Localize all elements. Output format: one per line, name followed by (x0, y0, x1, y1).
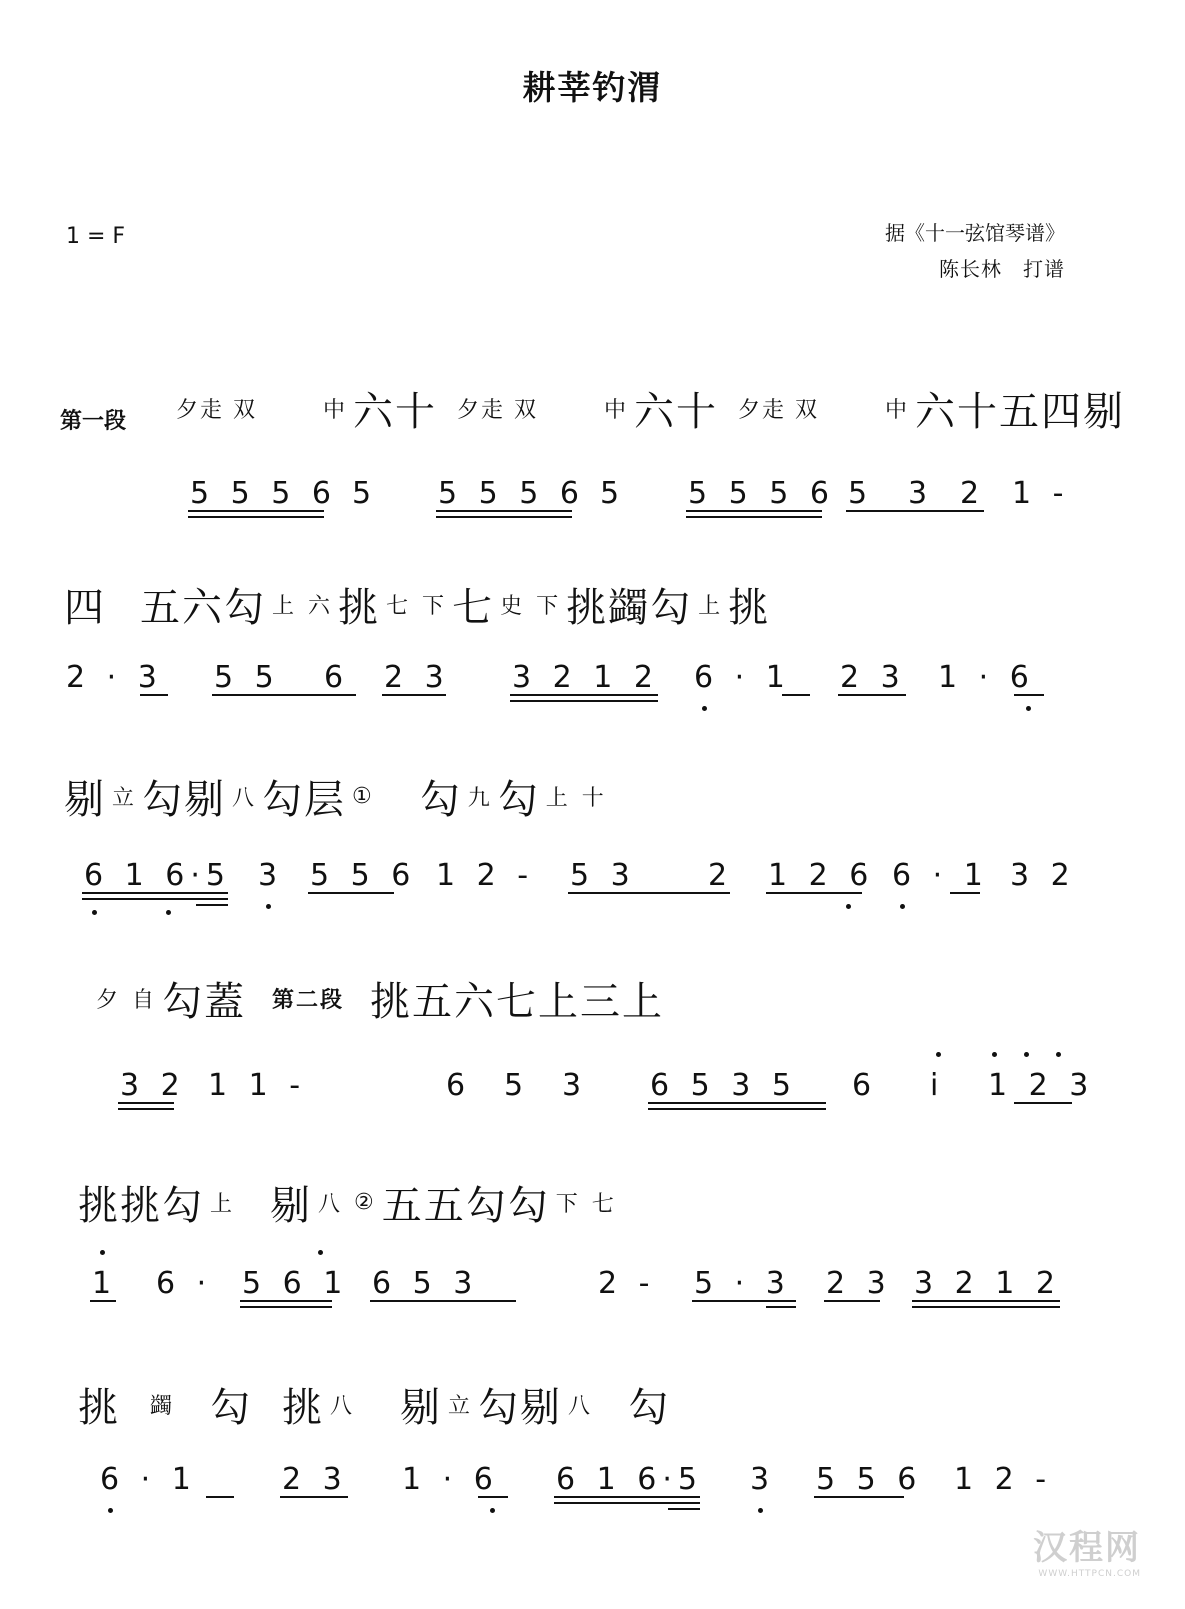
tab-glyph: 勾 (210, 1385, 253, 1431)
annotation-1: ① (352, 784, 374, 809)
tab-glyph: 勾 (419, 777, 462, 823)
underline (240, 1300, 332, 1302)
tablature-line-3 (0, 768, 1185, 825)
note-group: 2 3 (282, 1462, 348, 1497)
underline (846, 510, 984, 512)
tablature-line-6 (0, 1376, 1185, 1433)
underline (1014, 1102, 1072, 1104)
underline (554, 1502, 700, 1504)
underline (648, 1108, 826, 1110)
underline (280, 1496, 348, 1498)
watermark-name: 汉程网 (1033, 1528, 1141, 1568)
source-origin: 据《十一弦馆琴谱》 (885, 221, 1065, 245)
tab-glyph: 八 (568, 1394, 593, 1419)
note-group: 3 (562, 1068, 588, 1103)
underline (912, 1306, 1060, 1308)
tab-glyph: 挑 (338, 585, 381, 631)
octave-dot (758, 1508, 763, 1513)
underline (82, 898, 228, 900)
underline (212, 694, 356, 696)
tab-glyph: 剔 (184, 777, 227, 823)
octave-dot (1056, 1052, 1061, 1057)
underline (188, 510, 324, 512)
note-group: 6 (446, 1068, 472, 1103)
underline (686, 510, 822, 512)
note-group: 6 (324, 660, 350, 695)
note-group: 2 · 3 (66, 660, 163, 695)
tablature-line-1 (0, 380, 1185, 437)
note-group: 6 5 3 5 (650, 1068, 797, 1103)
octave-dot (166, 910, 171, 915)
octave-dot (1024, 1052, 1029, 1057)
tab-glyph: 下 (536, 594, 561, 619)
tab-glyph: 四 (64, 585, 106, 631)
note-group: i (930, 1068, 945, 1103)
tab-glyph: 挑 (566, 585, 609, 631)
tab-glyph: 史 (500, 594, 525, 619)
tab-glyph: 上 (210, 1192, 235, 1217)
note-group: 2 - (598, 1266, 656, 1301)
tab-glyph: 五 (412, 979, 455, 1025)
watermark-url: WWW.HTTPCN.COM (1038, 1569, 1141, 1579)
octave-dot (92, 910, 97, 915)
underline (478, 1496, 508, 1498)
underline (824, 1300, 880, 1302)
underline (568, 892, 730, 894)
note-group: 3 2 1 2 (914, 1266, 1061, 1301)
tablature-line-5 (0, 1174, 1185, 1231)
tab-glyph: 五 (140, 585, 182, 631)
tab-glyph: 三 (580, 979, 623, 1025)
notation-line-1 (0, 476, 1185, 536)
tab-glyph: 勾 (224, 585, 266, 631)
tab-glyph: 自 (132, 988, 157, 1013)
tab-glyph: 层 (304, 777, 347, 823)
note-group: 6 (852, 1068, 878, 1103)
tab-glyph: 中 (323, 398, 348, 423)
note-group: 2 (960, 476, 986, 511)
tab-glyph: 勾 (262, 777, 305, 823)
tab-glyph: 夕走 双 (738, 398, 820, 423)
watermark (1033, 1520, 1141, 1579)
note-group: 1 - (1012, 476, 1070, 511)
tab-glyph: 勾 (465, 1183, 508, 1229)
underline (308, 892, 394, 894)
note-group: 3 2 (1010, 858, 1076, 893)
tab-glyph: 六十 (634, 389, 719, 435)
note-group: 5 5 (214, 660, 280, 695)
page-title: 耕莘钓渭 (522, 68, 663, 107)
tab-glyph: 夕 (96, 988, 121, 1013)
tab-glyph: 剔 (270, 1183, 313, 1229)
underline (950, 892, 980, 894)
underline (648, 1102, 826, 1104)
tab-glyph: 上 (545, 786, 570, 811)
tab-glyph: 蓋 (204, 979, 247, 1025)
note-group: 6 · 1 (892, 858, 989, 893)
underline (196, 904, 228, 906)
underline (90, 1300, 116, 1302)
notation-line-3 (0, 858, 1185, 918)
tab-glyph: 上 (698, 594, 723, 619)
underline (692, 1300, 796, 1302)
tab-glyph: 六 (182, 585, 224, 631)
tab-glyph: 上 (538, 979, 581, 1025)
section-label-2: 第二段 (272, 988, 345, 1013)
tab-glyph: 挑 (282, 1385, 325, 1431)
tab-glyph: 剔 (520, 1385, 563, 1431)
note-group: 6 · (156, 1266, 213, 1301)
tab-glyph: 挑 (78, 1385, 120, 1431)
notation-line-4 (0, 1068, 1185, 1128)
tab-glyph: 挑 (120, 1183, 162, 1229)
octave-dot (490, 1508, 495, 1513)
octave-dot (992, 1052, 997, 1057)
tab-glyph: 中 (604, 398, 629, 423)
note-group: 6 · 1 (100, 1462, 197, 1497)
note-group: 2 (708, 858, 734, 893)
tab-glyph: 七 (591, 1192, 616, 1217)
tablature-line-2 (0, 576, 1185, 633)
notation-line-2 (0, 660, 1185, 720)
tab-glyph: 夕走 双 (457, 398, 539, 423)
underline (436, 510, 572, 512)
tab-glyph: 八 (318, 1192, 343, 1217)
note-group: 5 5 5 6 (688, 476, 835, 511)
notation-line-5 (0, 1266, 1185, 1326)
note-group: 1 1 - (208, 1068, 307, 1103)
tab-glyph: 剔 (400, 1385, 443, 1431)
note-group: 5 (504, 1068, 530, 1103)
note-group: 2 3 (840, 660, 906, 695)
octave-dot (846, 904, 851, 909)
underline (838, 694, 906, 696)
tab-glyph: 勾 (497, 777, 540, 823)
underline (554, 1496, 700, 1498)
tab-glyph: 挑 (370, 979, 413, 1025)
underline (206, 1496, 234, 1498)
tab-glyph: 中 (885, 398, 910, 423)
tab-glyph: 六十 (915, 389, 1000, 435)
underline (686, 516, 822, 518)
note-group: 5 3 (570, 858, 636, 893)
note-group: 5 6 1 (242, 1266, 349, 1301)
octave-dot (936, 1052, 941, 1057)
underline (814, 1496, 904, 1498)
tab-glyph: 五 (423, 1183, 466, 1229)
key-signature: 1 = F (66, 224, 126, 249)
octave-dot (108, 1508, 113, 1513)
note-group: 5 (600, 476, 626, 511)
note-group: 6 1 6·5 (556, 1462, 703, 1497)
underline (510, 700, 658, 702)
note-group: 2 3 (384, 660, 450, 695)
tab-glyph: 勾 (162, 979, 205, 1025)
tablature-line-4 (0, 970, 1185, 1027)
tab-glyph: 五 (381, 1183, 424, 1229)
tab-glyph: 挑 (78, 1183, 120, 1229)
note-group: 5 (352, 476, 378, 511)
tab-glyph: 四 (1041, 389, 1084, 435)
note-group: 5 5 6 (816, 1462, 923, 1497)
underline (766, 1306, 796, 1308)
note-group: 5 5 5 6 (190, 476, 337, 511)
tab-glyph: 立 (448, 1394, 473, 1419)
underline (436, 516, 572, 518)
underline (118, 1108, 174, 1110)
underline (188, 516, 324, 518)
underline (1014, 694, 1044, 696)
tab-glyph: 十 (581, 786, 606, 811)
tab-glyph: 勾 (628, 1385, 671, 1431)
underline (240, 1306, 332, 1308)
note-group: 6 5 3 (372, 1266, 479, 1301)
tab-glyph: 剔 (64, 777, 106, 823)
note-group: 2 3 (826, 1266, 892, 1301)
note-group: 5 5 5 6 (438, 476, 585, 511)
tab-glyph: 上 (272, 594, 297, 619)
note-group: 5 · 3 (694, 1266, 791, 1301)
octave-dot (1026, 706, 1031, 711)
note-group: 3 2 (120, 1068, 186, 1103)
tab-glyph: 剔 (1083, 389, 1126, 435)
underline (382, 694, 446, 696)
tab-glyph: 七 (496, 979, 539, 1025)
note-group: 6 · 1 (694, 660, 791, 695)
note-group: 1 2 6 (768, 858, 875, 893)
underline (140, 694, 168, 696)
tab-glyph: 八 (330, 1394, 355, 1419)
tab-glyph: 八 (232, 786, 257, 811)
octave-dot (318, 1250, 323, 1255)
annotation-2: ② (354, 1190, 376, 1215)
tab-glyph: 六十 (353, 389, 438, 435)
tab-glyph: 上 (622, 979, 665, 1025)
note-group: 1 · 6 (938, 660, 1035, 695)
tab-glyph: 挑 (728, 585, 771, 631)
source-transcriber: 陈长林 打谱 (939, 257, 1065, 281)
tab-glyph: 勾 (650, 585, 693, 631)
tab-glyph: 蠲 (608, 585, 651, 631)
underline (370, 1300, 516, 1302)
note-group: 5 5 6 (310, 858, 417, 893)
octave-dot (266, 904, 271, 909)
tab-glyph: 勾 (142, 777, 185, 823)
tab-glyph: 下 (555, 1192, 580, 1217)
note-group: 3 (908, 476, 934, 511)
underline (82, 892, 228, 894)
tab-glyph: 夕走 双 (176, 398, 257, 423)
underline (782, 694, 810, 696)
note-group: 3 (258, 858, 284, 893)
underline (912, 1300, 1060, 1302)
tab-glyph: 六 (454, 979, 497, 1025)
underline (668, 1508, 700, 1510)
tab-glyph: 立 (112, 786, 137, 811)
source-credit (885, 215, 1065, 287)
tab-glyph: 勾 (507, 1183, 550, 1229)
note-group: 1 2 - (954, 1462, 1053, 1497)
underline (766, 892, 862, 894)
note-group: 1 2 - (436, 858, 535, 893)
tab-glyph: 蠲 (150, 1394, 175, 1419)
tab-glyph: 七 (386, 594, 411, 619)
note-group: 3 (750, 1462, 776, 1497)
tab-glyph: 勾 (478, 1385, 521, 1431)
underline (510, 694, 658, 696)
note-group: 1 2 3 (988, 1068, 1095, 1103)
note-group: 1 (92, 1266, 118, 1301)
tab-glyph: 五 (999, 389, 1042, 435)
tab-glyph: 下 (422, 594, 447, 619)
note-group: 1 · 6 (402, 1462, 499, 1497)
tab-glyph: 九 (467, 786, 492, 811)
tab-glyph: 七 (452, 585, 495, 631)
note-group: 6 1 6·5 (84, 858, 231, 893)
octave-dot (702, 706, 707, 711)
notation-line-6 (0, 1462, 1185, 1522)
section-label-1: 第一段 (60, 409, 127, 434)
octave-dot (900, 904, 905, 909)
tab-glyph: 六 (308, 594, 333, 619)
octave-dot (100, 1250, 105, 1255)
note-group: 3 2 1 2 (512, 660, 659, 695)
tab-glyph: 勾 (162, 1183, 204, 1229)
underline (118, 1102, 174, 1104)
note-group: 5 (848, 476, 874, 511)
